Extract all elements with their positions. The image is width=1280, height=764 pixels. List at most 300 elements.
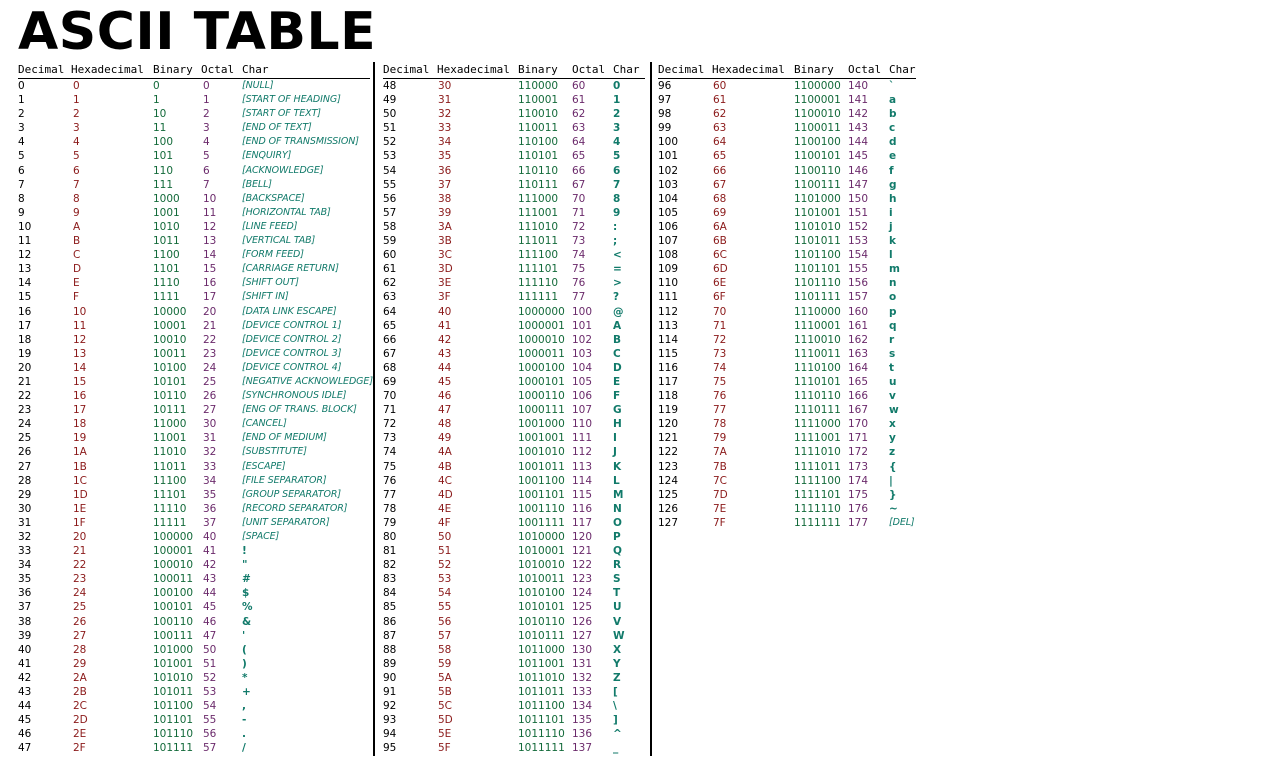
octal-cell: 110 <box>572 418 593 431</box>
decimal-cell: 91 <box>383 686 397 699</box>
binary-cell: 11110 <box>153 502 187 515</box>
decimal-cell: 101 <box>658 150 679 163</box>
octal-cell: 100 <box>572 305 593 318</box>
char-cell: S <box>613 573 621 586</box>
octal-cell: 126 <box>572 615 593 628</box>
octal-cell: 31 <box>203 432 217 445</box>
octal-cell: 177 <box>848 516 869 529</box>
decimal-cell: 76 <box>383 474 397 487</box>
binary-cell: 1101000 <box>794 192 841 205</box>
char-cell: ; <box>613 235 618 248</box>
char-cell: @ <box>613 305 624 318</box>
binary-cell: 1110 <box>153 277 180 290</box>
binary-cell: 1001111 <box>518 516 565 529</box>
decimal-cell: 5 <box>18 150 25 163</box>
char-cell: q <box>889 319 897 332</box>
binary-cell: 1000001 <box>518 319 565 332</box>
binary-cell: 1000111 <box>518 404 565 417</box>
octal-cell: 35 <box>203 488 217 501</box>
binary-cell: 11101 <box>153 488 187 501</box>
decimal-cell: 48 <box>383 80 397 92</box>
hex-cell: E <box>73 277 80 290</box>
binary-cell: 111101 <box>518 263 559 276</box>
hex-cell: 6E <box>713 277 727 290</box>
decimal-cell: 24 <box>18 418 32 431</box>
char-cell: v <box>889 390 896 403</box>
octal-cell: 34 <box>203 474 217 487</box>
octal-cell: 153 <box>848 235 869 248</box>
binary-cell: 100001 <box>153 545 194 558</box>
binary-cell: 1011010 <box>518 671 565 684</box>
binary-cell: 10000 <box>153 305 187 318</box>
octal-cell: 163 <box>848 347 869 360</box>
char-cell: O <box>613 516 622 529</box>
decimal-cell: 18 <box>18 333 32 346</box>
char-cell: [ <box>613 686 618 699</box>
char-cell: [FORM FEED] <box>242 249 304 261</box>
decimal-cell: 1 <box>18 94 25 107</box>
octal-cell: 10 <box>203 192 217 205</box>
char-cell: M <box>613 488 624 501</box>
binary-cell: 1110001 <box>794 319 841 332</box>
octal-cell: 54 <box>203 700 217 713</box>
octal-cell: 64 <box>572 136 586 149</box>
decimal-cell: 25 <box>18 432 32 445</box>
char-cell: [ACKNOWLEDGE] <box>242 164 324 176</box>
hex-cell: 50 <box>438 531 452 543</box>
binary-cell: 111100 <box>518 249 559 262</box>
decimal-cell: 26 <box>18 446 32 459</box>
decimal-cell: 96 <box>658 80 672 92</box>
decimal-cell: 57 <box>383 206 397 219</box>
decimal-cell: 63 <box>383 291 397 304</box>
hex-cell: 3 <box>73 122 80 135</box>
char-cell: y <box>889 432 896 445</box>
octal-cell: 73 <box>572 235 586 248</box>
hex-cell: 6F <box>713 291 726 304</box>
decimal-cell: 88 <box>383 643 397 656</box>
hex-cell: 6C <box>713 249 728 262</box>
hex-cell: 2E <box>73 728 87 741</box>
page-title: ASCII TABLE <box>18 2 377 62</box>
decimal-cell: 61 <box>383 263 397 276</box>
hex-cell: 39 <box>438 206 452 219</box>
hex-cell: 77 <box>713 404 727 417</box>
char-cell: % <box>242 601 253 614</box>
decimal-cell: 114 <box>658 333 679 346</box>
char-cell: x <box>889 418 896 431</box>
binary-cell: 1101011 <box>794 235 841 248</box>
decimal-cell: 38 <box>18 615 32 628</box>
hex-cell: 6A <box>713 220 727 233</box>
decimal-cell: 54 <box>383 164 397 177</box>
decimal-cell: 39 <box>18 629 32 642</box>
binary-cell: 1010001 <box>518 545 565 558</box>
decimal-cell: 3 <box>18 122 25 135</box>
hex-cell: 4C <box>438 474 453 487</box>
hex-cell: 51 <box>438 545 452 558</box>
char-cell: [CARRIAGE RETURN] <box>242 263 339 275</box>
hex-cell: 2F <box>73 742 86 755</box>
hex-cell: 79 <box>713 432 727 445</box>
binary-cell: 1011000 <box>518 643 565 656</box>
octal-cell: 103 <box>572 347 593 360</box>
decimal-cell: 35 <box>18 573 32 586</box>
binary-cell: 110001 <box>518 94 559 107</box>
octal-cell: 52 <box>203 671 217 684</box>
char-cell: = <box>613 263 622 276</box>
hex-cell: 35 <box>438 150 452 163</box>
octal-cell: 20 <box>203 305 217 318</box>
octal-cell: 123 <box>572 573 593 586</box>
binary-cell: 1010 <box>153 220 180 233</box>
binary-cell: 110110 <box>518 164 559 177</box>
column-divider <box>373 62 375 756</box>
char-cell: [FILE SEPARATOR] <box>242 474 327 486</box>
char-cell: H <box>613 418 622 431</box>
char-cell: ^ <box>613 728 622 741</box>
octal-cell: 132 <box>572 671 593 684</box>
octal-cell: 112 <box>572 446 593 459</box>
char-cell: ` <box>889 80 895 92</box>
hex-cell: 33 <box>438 122 452 135</box>
hex-cell: 7E <box>713 502 727 515</box>
decimal-cell: 64 <box>383 305 397 318</box>
octal-cell: 116 <box>572 502 593 515</box>
octal-cell: 12 <box>203 220 217 233</box>
decimal-cell: 12 <box>18 249 32 262</box>
char-cell: E <box>613 375 621 388</box>
header-char: Char <box>242 63 269 76</box>
decimal-cell: 95 <box>383 742 397 755</box>
octal-cell: 107 <box>572 404 593 417</box>
char-cell: I <box>613 432 617 445</box>
decimal-cell: 13 <box>18 263 32 276</box>
decimal-cell: 80 <box>383 531 397 543</box>
header-char: Char <box>613 63 640 76</box>
hex-cell: 43 <box>438 347 452 360</box>
decimal-cell: 30 <box>18 502 32 515</box>
hex-cell: 12 <box>73 333 87 346</box>
header-decimal: Decimal <box>383 63 430 76</box>
octal-cell: 122 <box>572 559 593 572</box>
hex-cell: 15 <box>73 375 87 388</box>
octal-cell: 157 <box>848 291 869 304</box>
decimal-cell: 111 <box>658 291 679 304</box>
hex-cell: 59 <box>438 657 452 670</box>
hex-cell: 3A <box>438 220 452 233</box>
hex-cell: 56 <box>438 615 452 628</box>
char-cell: L <box>613 474 620 487</box>
hex-cell: 7C <box>713 474 728 487</box>
char-cell: [CANCEL] <box>242 418 287 430</box>
decimal-cell: 29 <box>18 488 32 501</box>
header-binary: Binary <box>153 63 193 76</box>
octal-cell: 74 <box>572 249 586 262</box>
octal-cell: 111 <box>572 432 593 445</box>
decimal-cell: 94 <box>383 728 397 741</box>
binary-cell: 100110 <box>153 615 194 628</box>
octal-cell: 51 <box>203 657 217 670</box>
octal-cell: 144 <box>848 136 869 149</box>
hex-cell: 37 <box>438 178 452 191</box>
hex-cell: 27 <box>73 629 87 642</box>
binary-cell: 100111 <box>153 629 194 642</box>
char-cell: u <box>889 375 897 388</box>
hex-cell: 9 <box>73 206 80 219</box>
hex-cell: 1C <box>73 474 88 487</box>
decimal-cell: 75 <box>383 460 397 473</box>
octal-cell: 130 <box>572 643 593 656</box>
binary-cell: 1001010 <box>518 446 565 459</box>
hex-cell: C <box>73 249 81 262</box>
char-cell: t <box>889 361 895 374</box>
binary-cell: 1100 <box>153 249 180 262</box>
binary-cell: 100101 <box>153 601 194 614</box>
octal-cell: 45 <box>203 601 217 614</box>
decimal-cell: 107 <box>658 235 679 248</box>
octal-cell: 44 <box>203 587 217 600</box>
octal-cell: 43 <box>203 573 217 586</box>
char-cell: 1 <box>613 94 621 107</box>
decimal-cell: 10 <box>18 220 32 233</box>
decimal-cell: 93 <box>383 714 397 727</box>
binary-cell: 1101101 <box>794 263 841 276</box>
hex-cell: 48 <box>438 418 452 431</box>
octal-cell: 102 <box>572 333 593 346</box>
decimal-cell: 65 <box>383 319 397 332</box>
hex-cell: 4D <box>438 488 453 501</box>
char-cell: J <box>613 446 617 459</box>
decimal-cell: 81 <box>383 545 397 558</box>
decimal-cell: 92 <box>383 700 397 713</box>
header-decimal: Decimal <box>18 63 65 76</box>
octal-cell: 42 <box>203 559 217 572</box>
binary-cell: 1110010 <box>794 333 841 346</box>
char-cell: [SHIFT OUT] <box>242 277 299 289</box>
binary-cell: 1010101 <box>518 601 565 614</box>
octal-cell: 162 <box>848 333 869 346</box>
octal-cell: 16 <box>203 277 217 290</box>
hex-cell: 7 <box>73 178 80 191</box>
binary-cell: 0 <box>153 80 160 92</box>
hex-cell: 4A <box>438 446 452 459</box>
hex-cell: 41 <box>438 319 452 332</box>
binary-cell: 101 <box>153 150 174 163</box>
binary-cell: 110111 <box>518 178 559 191</box>
binary-cell: 10 <box>153 108 167 121</box>
hex-cell: 18 <box>73 418 87 431</box>
hex-cell: 1F <box>73 516 86 529</box>
octal-cell: 67 <box>572 178 586 191</box>
hex-cell: 4E <box>438 502 452 515</box>
char-cell: Z <box>613 671 621 684</box>
decimal-cell: 60 <box>383 249 397 262</box>
decimal-cell: 31 <box>18 516 32 529</box>
decimal-cell: 7 <box>18 178 25 191</box>
decimal-cell: 9 <box>18 206 25 219</box>
octal-cell: 66 <box>572 164 586 177</box>
char-cell: f <box>889 164 894 177</box>
hex-cell: 5F <box>438 742 451 755</box>
hex-cell: 40 <box>438 305 452 318</box>
hex-cell: 3D <box>438 263 453 276</box>
char-cell: B <box>613 333 622 346</box>
decimal-cell: 16 <box>18 305 32 318</box>
binary-cell: 1010010 <box>518 559 565 572</box>
hex-cell: 76 <box>713 390 727 403</box>
hex-cell: A <box>73 220 81 233</box>
hex-cell: 38 <box>438 192 452 205</box>
binary-cell: 1111111 <box>794 516 841 529</box>
decimal-cell: 82 <box>383 559 397 572</box>
octal-cell: 175 <box>848 488 869 501</box>
octal-cell: 114 <box>572 474 593 487</box>
octal-cell: 75 <box>572 263 586 276</box>
binary-cell: 1111 <box>153 291 180 304</box>
octal-cell: 106 <box>572 390 593 403</box>
char-cell: * <box>242 671 248 684</box>
octal-cell: 5 <box>203 150 210 163</box>
char-cell: " <box>242 559 248 572</box>
char-cell: > <box>613 277 622 290</box>
binary-cell: 1010111 <box>518 629 565 642</box>
decimal-cell: 89 <box>383 657 397 670</box>
decimal-cell: 118 <box>658 390 679 403</box>
octal-cell: 160 <box>848 305 869 318</box>
char-cell: [UNIT SEPARATOR] <box>242 516 330 528</box>
hex-cell: 7D <box>713 488 728 501</box>
char-cell: ( <box>242 643 247 656</box>
octal-cell: 71 <box>572 206 586 219</box>
binary-cell: 1110100 <box>794 361 841 374</box>
hex-cell: 3F <box>438 291 451 304</box>
octal-cell: 145 <box>848 150 869 163</box>
octal-cell: 134 <box>572 700 593 713</box>
char-cell: [LINE FEED] <box>242 220 298 232</box>
octal-cell: 137 <box>572 742 593 755</box>
decimal-cell: 50 <box>383 108 397 121</box>
octal-cell: 77 <box>572 291 586 304</box>
decimal-cell: 2 <box>18 108 25 121</box>
binary-cell: 110011 <box>518 122 559 135</box>
hex-cell: 3B <box>438 235 452 248</box>
char-cell: G <box>613 404 622 417</box>
binary-cell: 11010 <box>153 446 187 459</box>
binary-cell: 1011110 <box>518 728 565 741</box>
char-cell: 2 <box>613 108 621 121</box>
decimal-cell: 100 <box>658 136 679 149</box>
char-cell: c <box>889 122 896 135</box>
hex-cell: 20 <box>73 531 87 543</box>
hex-cell: 64 <box>713 136 727 149</box>
char-cell: ] <box>613 714 618 727</box>
binary-cell: 110000 <box>518 80 559 92</box>
hex-cell: 4F <box>438 516 451 529</box>
hex-cell: 11 <box>73 319 87 332</box>
binary-cell: 1100011 <box>794 122 841 135</box>
hex-cell: 47 <box>438 404 452 417</box>
char-cell: m <box>889 263 900 276</box>
binary-cell: 10011 <box>153 347 187 360</box>
hex-cell: 29 <box>73 657 87 670</box>
hex-cell: 4B <box>438 460 452 473</box>
hex-cell: 6B <box>713 235 727 248</box>
octal-cell: 115 <box>572 488 593 501</box>
decimal-cell: 106 <box>658 220 679 233</box>
binary-cell: 110 <box>153 164 174 177</box>
binary-cell: 111 <box>153 178 174 191</box>
char-cell: [ESCAPE] <box>242 460 286 472</box>
decimal-cell: 108 <box>658 249 679 262</box>
octal-cell: 165 <box>848 375 869 388</box>
char-cell: a <box>889 94 897 107</box>
char-cell: 0 <box>613 80 621 92</box>
hex-cell: 0 <box>73 80 80 92</box>
char-cell: C <box>613 347 621 360</box>
char-cell: Y <box>613 657 621 670</box>
binary-cell: 11111 <box>153 516 187 529</box>
octal-cell: 143 <box>848 122 869 135</box>
octal-cell: 120 <box>572 531 593 543</box>
binary-cell: 1011 <box>153 235 180 248</box>
hex-cell: 28 <box>73 643 87 656</box>
binary-cell: 1011100 <box>518 700 565 713</box>
hex-cell: 71 <box>713 319 727 332</box>
binary-cell: 1001101 <box>518 488 565 501</box>
char-cell: . <box>242 728 246 741</box>
hex-cell: 6 <box>73 164 80 177</box>
hex-cell: 49 <box>438 432 452 445</box>
char-cell: [END OF TEXT] <box>242 122 312 134</box>
char-cell: + <box>242 686 251 699</box>
hex-cell: 1 <box>73 94 80 107</box>
binary-cell: 1100101 <box>794 150 841 163</box>
decimal-cell: 14 <box>18 277 32 290</box>
char-cell: N <box>613 502 622 515</box>
binary-cell: 1001110 <box>518 502 565 515</box>
hex-cell: 6D <box>713 263 728 276</box>
char-cell: h <box>889 192 897 205</box>
char-cell: [BACKSPACE] <box>242 192 305 204</box>
decimal-cell: 115 <box>658 347 679 360</box>
octal-cell: 4 <box>203 136 210 149</box>
char-cell: [DEL] <box>889 516 915 528</box>
decimal-cell: 59 <box>383 235 397 248</box>
octal-cell: 13 <box>203 235 217 248</box>
hex-cell: 1B <box>73 460 87 473</box>
octal-cell: 125 <box>572 601 593 614</box>
hex-cell: 17 <box>73 404 87 417</box>
binary-cell: 111011 <box>518 235 559 248</box>
decimal-cell: 110 <box>658 277 679 290</box>
octal-cell: 25 <box>203 375 217 388</box>
decimal-cell: 36 <box>18 587 32 600</box>
binary-cell: 1100000 <box>794 80 841 92</box>
binary-cell: 1001001 <box>518 432 565 445</box>
decimal-cell: 33 <box>18 545 32 558</box>
decimal-cell: 73 <box>383 432 397 445</box>
octal-cell: 15 <box>203 263 217 276</box>
hex-cell: 57 <box>438 629 452 642</box>
octal-cell: 136 <box>572 728 593 741</box>
char-cell: [SYNCHRONOUS IDLE] <box>242 390 347 402</box>
hex-cell: 54 <box>438 587 452 600</box>
binary-cell: 101111 <box>153 742 194 755</box>
char-cell: $ <box>242 587 250 600</box>
binary-cell: 111110 <box>518 277 559 290</box>
octal-cell: 22 <box>203 333 217 346</box>
